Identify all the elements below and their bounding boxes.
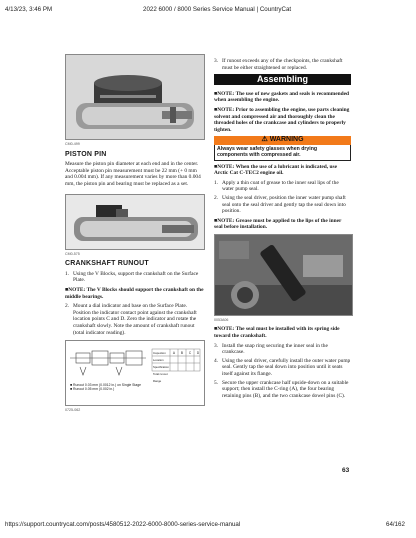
crankshaft-runout-heading: CRANKSHAFT RUNOUT (65, 260, 149, 268)
list-item: 3. Install the snap ring securing the inner seal in the crankcase. (214, 342, 328, 356)
piston-pin-heading: PISTON PIN (65, 150, 107, 158)
note: ■NOTE: Prior to assembling the engine, use parts cleaning solvent and compressed air and thoroughly clean the threaded holes of the crankcase and cylinders to properly tighten. (214, 106, 350, 133)
photo-caption: 0053A06 (214, 317, 229, 322)
page-number: 63 (342, 467, 350, 474)
source-url[interactable]: https://support.countrycat.com/posts/4580512-2022-6000-8000-series-service-manual (5, 521, 241, 528)
note: ■NOTE: When the use of a lubricant is indicated, use Arctic Cat C-TEC2 engine oil. (214, 163, 337, 177)
document-title: 2022 6000 / 8000 Series Service Manual | CountryCat (143, 6, 292, 13)
assembling-heading: Assembling (214, 74, 351, 85)
photo-caption: CM0-575 (65, 251, 80, 256)
list-item: 5. Secure the upper crankcase half upside-down on a suitable support; then install the C-ring (A), the four bearing retaining pins (B), and the two crankcase dowel pins (C). (214, 379, 349, 399)
warning-header: ⚠ WARNING (214, 136, 351, 145)
step-list (65, 303, 205, 336)
photo-caption: CM0-499 (65, 142, 80, 146)
piston-micrometer-photo (65, 54, 205, 140)
step-list (214, 343, 351, 400)
note: ■NOTE: Grease must be applied to the lips of the inner seal before installation. (214, 217, 342, 231)
seal-driver-photo (214, 234, 353, 316)
left-column (65, 54, 205, 417)
runout-table-labels: Inspection Location Specification Total runout Range (153, 351, 169, 384)
pin-micrometer-photo (65, 194, 205, 250)
step-list (65, 271, 205, 284)
note: ■NOTE: The use of new gaskets and seals is recommended when assembling the engine. (214, 90, 349, 104)
list-item: 3. If runout exceeds any of the checkpoints, the crankshaft must be either straightened or replaced. (214, 58, 343, 71)
note: ■NOTE: The V Blocks should support the crankshaft on the middle bearings. (65, 286, 204, 300)
browser-print-datetime: 4/13/23, 3:46 PM (5, 6, 53, 13)
list-item: 4. Using the seal driver, carefully install the outer water pump seal. Gently tap the seal down into position until it seats itself against its flange. (214, 357, 351, 378)
step-list (214, 58, 351, 71)
runout-table-columns: A B C D (172, 351, 200, 356)
note: ■NOTE: The seal must be installed with its spring side toward the crankshaft. (214, 326, 340, 340)
diagram-caption: 0725-062 (65, 408, 81, 413)
list-item: 2. Using the seal driver, position the inner water pump shaft seal onto the seal driver and gently tap the seal down into position. (214, 194, 346, 215)
warning-text: Always wear safety glasses when drying components with compressed air. (214, 145, 351, 161)
piston-pin-paragraph: Measure the piston pin diameter at each end and in the center. Acceptable piston pin measurement must be 22 mm (+ 0 mm and 0.004 mm). If any measurement varies by more than 0.004 mm, the piston pin and bearing must be replaced as a set. (65, 161, 201, 187)
list-item: 1. Apply a thin coat of grease to the inner seal lips of the water pump seal. (214, 179, 339, 193)
print-page-count: 64/162 (386, 521, 405, 528)
list-item: 2. Mount a dial indicator and base on the Surface Plate. Position the indicator contact point against the crankshaft location points C and D. Zero the indicator and rotate the crankshaft slowly. Note the amount of crankshaft runout (total indicator reading). (65, 303, 197, 336)
step-list (214, 180, 351, 215)
list-item: 1. Using the V Blocks, support the crankshaft on the Surface Plate. (65, 270, 199, 284)
right-column (214, 58, 351, 402)
crankshaft-runout-diagram (65, 340, 205, 406)
diagram-legend: ■ Runout 0.03 mm (0.0012 in.) on Single Stage ■ Runout 0.05 mm (0.002 in.) (70, 383, 142, 392)
